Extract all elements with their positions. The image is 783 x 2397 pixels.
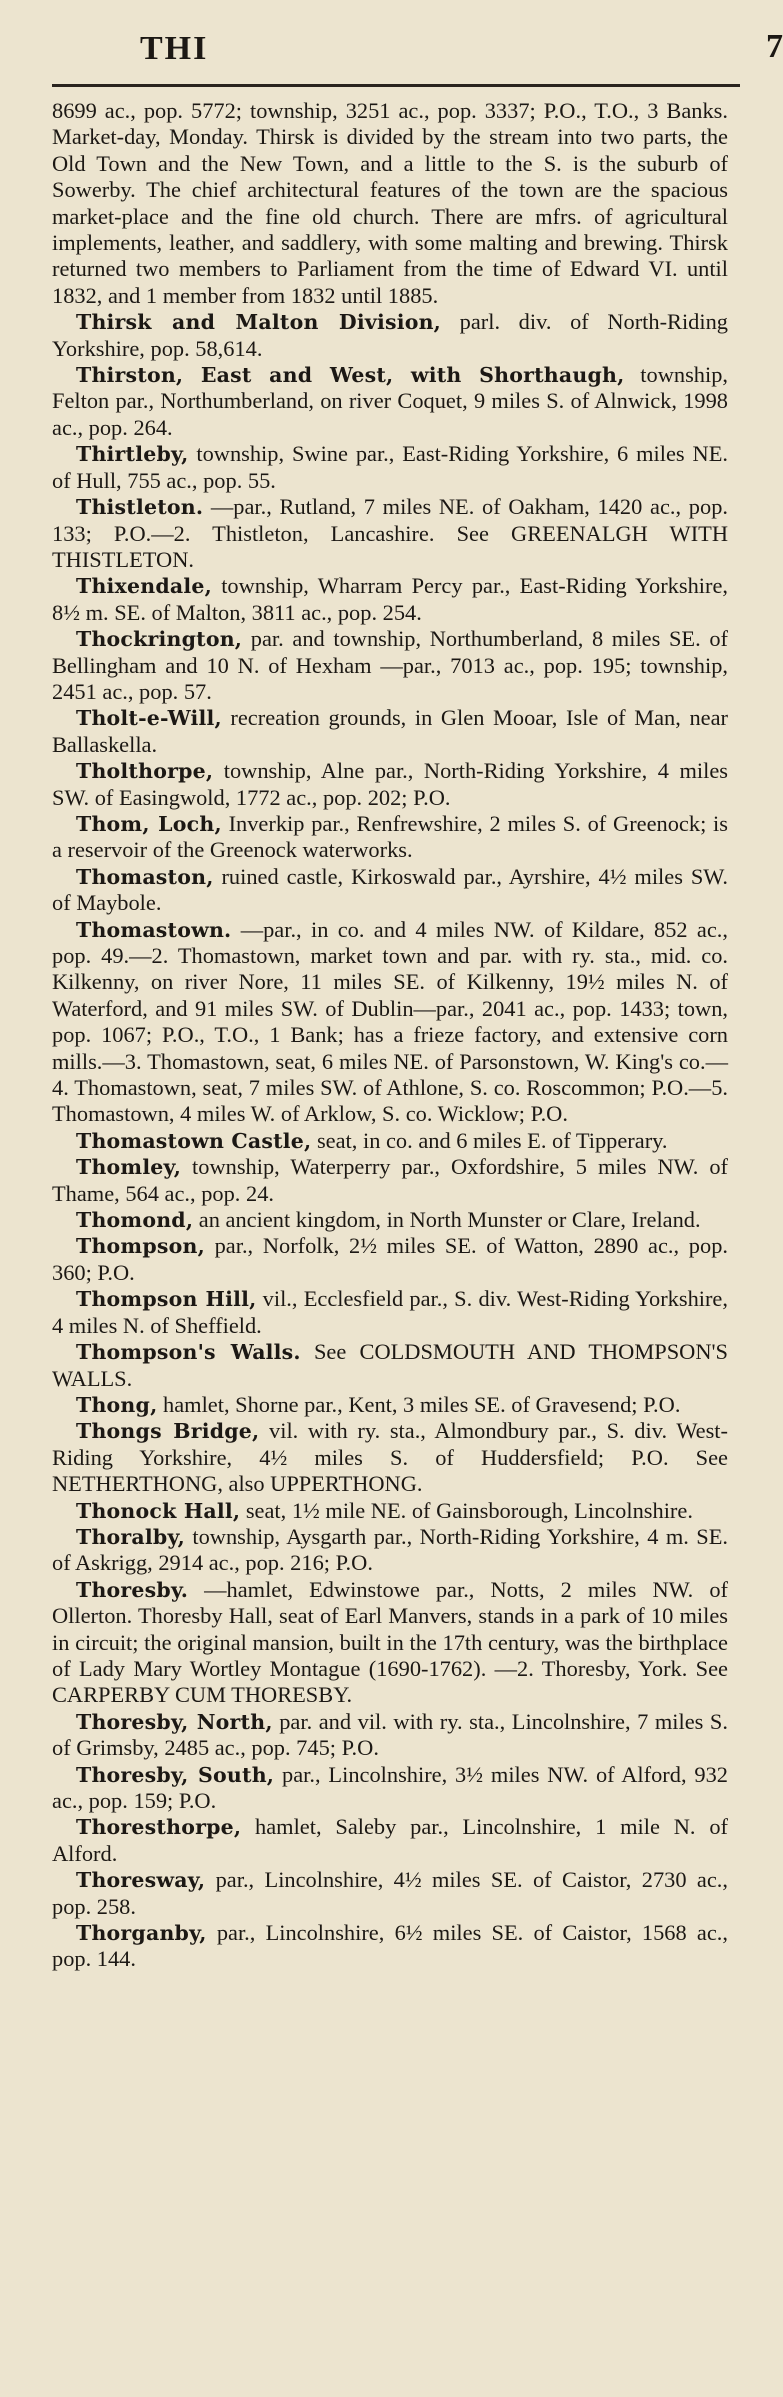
entry-text: —par., Rutland, 7 miles NE. of Oakham, 1420 ac., pop. 133; P.O.—2. Thistleton, Lancashire. See GREENALGH WITH THISTLETON. [52,494,728,572]
entry-headword: Thoresway, [76,1868,206,1893]
gazetteer-entry [52,494,728,573]
entry-headword: Thistleton. [76,495,204,520]
entry-headword: Thom, Loch, [76,811,222,836]
entry-headword: Thomastown. [76,917,232,942]
gazetteer-entry [52,573,728,626]
entry-text: township, Wharram Percy par., East-Riding Yorkshire, 8½ m. SE. of Malton, 3811 ac., pop. 254. [52,573,728,625]
entry-text: Inverkip par., Renfrewshire, 2 miles S. of Greenock; is a reservoir of the Greenock waterworks. [52,810,728,863]
entry-headword: Thomaston, [76,864,214,889]
entry-text: township, Alne par., North-Riding Yorkshire, 4 miles SW. of Easingwold, 1772 ac., pop. 202; P.O. [52,758,728,810]
gazetteer-entry [52,1128,728,1154]
gazetteer-entry [52,362,728,441]
gazetteer-entry [52,1524,728,1577]
entry-headword: Thoresby, South, [76,1762,275,1787]
entry-text: seat, 1½ mile NE. of Gainsborough, Lincolnshire. [245,1497,693,1523]
entry-headword: Thomley, [76,1155,182,1180]
entry-headword: Thoralby, [76,1524,185,1549]
running-head: THI [140,30,209,67]
gazetteer-entry [52,864,728,917]
entry-text: 8699 ac., pop. 5772; township, 3251 ac., pop. 3337; P.O., T.O., 3 Banks. Market-day, Monday. Thirsk is divided by the stream into two parts, the Old Town and the New Town, and a little to the S. is the suburb of Sowerby. The chief architectural features of the town are the spacious market-place and the fine old church. There are mfrs. of agricultural implements, leather, and saddlery, with some malting and brewing. Thirsk returned two members to Parliament from the time of Edward VI. until 1832, and 1 member from 1832 until 1885. [52,98,728,308]
entry-headword: Tholthorpe, [76,759,214,784]
entry-text: township, Swine par., East-Riding Yorkshire, 6 miles NE. of Hull, 755 ac., pop. 55. [52,441,728,493]
entry-headword: Thixendale, [76,574,212,599]
entry-text: par., Lincolnshire, 6½ miles SE. of Caistor, 1568 ac., pop. 144. [52,1920,728,1972]
entry-headword: Tholt-e-Will, [76,706,222,731]
entry-headword: Thonock Hall, [76,1498,241,1523]
gazetteer-entry [52,1154,728,1207]
entry-text: par., Lincolnshire, 4½ miles SE. of Caistor, 2730 ac., pop. 258. [52,1867,728,1919]
entry-headword: Thirtleby, [76,442,189,467]
entry-text: township, Waterperry par., Oxfordshire, 5 miles NW. of Thame, 564 ac., pop. 24. [52,1154,728,1206]
entry-headword: Thompson, [76,1234,205,1259]
entry-headword: Thong, [76,1392,158,1417]
entry-headword: Thoresby, North, [76,1709,273,1734]
gazetteer-entry [52,1762,728,1815]
entry-headword: Thomastown Castle, [76,1128,312,1153]
gazetteer-entry [52,1233,728,1286]
gazetteer-entry [52,1867,728,1920]
page-number: 7 [766,28,783,65]
entry-text: township, Felton par., Northumberland, on river Coquet, 9 miles S. of Alnwick, 1998 ac., pop. 264. [52,362,728,440]
entry-text: par. and vil. with ry. sta., Lincolnshire, 7 miles S. of Grimsby, 2485 ac., pop. 745; P.O. [52,1708,728,1761]
entry-text: seat, in co. and 6 miles E. of Tipperary. [316,1127,668,1153]
page-header [52,0,783,86]
entry-headword: Thongs Bridge, [76,1419,260,1444]
gazetteer-entry [52,441,728,494]
entry-text: recreation grounds, in Glen Mooar, Isle of Man, near Ballaskella. [52,705,728,757]
entry-text: par., Lincolnshire, 3½ miles NW. of Alford, 932 ac., pop. 159; P.O. [52,1761,728,1813]
header-rule [52,84,740,87]
entry-headword: Thoresby. [76,1577,189,1602]
gazetteer-entry [52,1814,728,1867]
entry-column [52,98,728,1973]
entry-text: —hamlet, Edwinstowe par., Notts, 2 miles NW. of Ollerton. Thoresby Hall, seat of Earl Manvers, stands in a park of 10 miles in circuit; the original mansion, built in the 17th century, was the birthplace of Lady Mary Wortley Montague (1690-1762). —2. Thoresby, York. See CARPERBY CUM THORESBY. [52,1576,728,1708]
entry-headword: Thompson's Walls. [76,1340,301,1365]
entry-headword: Thoresthorpe, [76,1815,242,1840]
entry-text: See COLDSMOUTH AND THOMPSON'S WALLS. [52,1339,728,1391]
entry-text: an ancient kingdom, in North Munster or Clare, Ireland. [198,1207,701,1233]
gazetteer-entry [52,98,728,309]
gazetteer-entry [52,626,728,705]
gazetteer-entry [52,705,728,758]
entry-headword: Thirston, East and West, with Shorthaugh, [76,363,625,388]
gazetteer-entry [52,917,728,1128]
gazetteer-entry [52,1920,728,1973]
entry-text: township, Aysgarth par., North-Riding Yorkshire, 4 m. SE. of Askrigg, 2914 ac., pop. 216; P.O. [52,1523,728,1576]
entry-text: par., Norfolk, 2½ miles SE. of Watton, 2890 ac., pop. 360; P.O. [52,1233,728,1285]
entry-text: hamlet, Saleby par., Lincolnshire, 1 mile N. of Alford. [52,1814,728,1866]
entry-text: par. and township, Northumberland, 8 miles SE. of Bellingham and 10 N. of Hexham —par., 7013 ac., pop. 195; township, 2451 ac., pop. 57. [52,626,728,704]
gazetteer-entry [52,1418,728,1497]
gazetteer-entry [52,309,728,362]
entry-text: —par., in co. and 4 miles NW. of Kildare, 852 ac., pop. 49.—2. Thomastown, market town and par. with ry. sta., mid. co. Kilkenny, on river Nore, 11 miles SE. of Kilkenny, 19½ miles N. of Waterford, and 91 miles SW. of Dublin—par., 2041 ac., pop. 1433; town, pop. 1067; P.O., T.O., 1 Bank; has a frieze factory, and extensive corn mills.—3. Thomastown, seat, 6 miles NE. of Parsonstown, W. King's co.—4. Thomastown, seat, 7 miles SW. of Athlone, S. co. Roscommon; P.O.—5. Thomastown, 4 miles W. of Arklow, S. co. Wicklow; P.O. [52,916,728,1127]
entry-headword: Thirsk and Malton Division, [76,310,442,335]
entry-text: parl. div. of North-Riding Yorkshire, pop. 58,614. [52,309,728,361]
gazetteer-entry [52,1207,728,1233]
entry-headword: Thomond, [76,1208,194,1233]
entry-text: vil., Ecclesfield par., S. div. West-Riding Yorkshire, 4 miles N. of Sheffield. [52,1286,728,1338]
entry-headword: Thompson Hill, [76,1287,257,1312]
entry-text: hamlet, Shorne par., Kent, 3 miles SE. of Gravesend; P.O. [163,1391,681,1417]
entry-text: ruined castle, Kirkoswald par., Ayrshire, 4½ miles SW. of Maybole. [52,863,728,916]
gazetteer-entry [52,1577,728,1709]
gazetteer-entry [52,758,728,811]
gazetteer-entry [52,811,728,864]
gazetteer-entry [52,1709,728,1762]
gazetteer-entry [52,1392,728,1418]
gazetteer-entry [52,1339,728,1392]
entry-text: vil. with ry. sta., Almondbury par., S. div. West-Riding Yorkshire, 4½ miles S. of Huddersfield; P.O. See NETHERTHONG, also UPPERTHONG. [52,1418,728,1497]
entry-headword: Thorganby, [76,1921,207,1946]
entry-headword: Thockrington, [76,627,243,652]
gazetteer-entry [52,1286,728,1339]
gazetteer-entry [52,1498,728,1524]
